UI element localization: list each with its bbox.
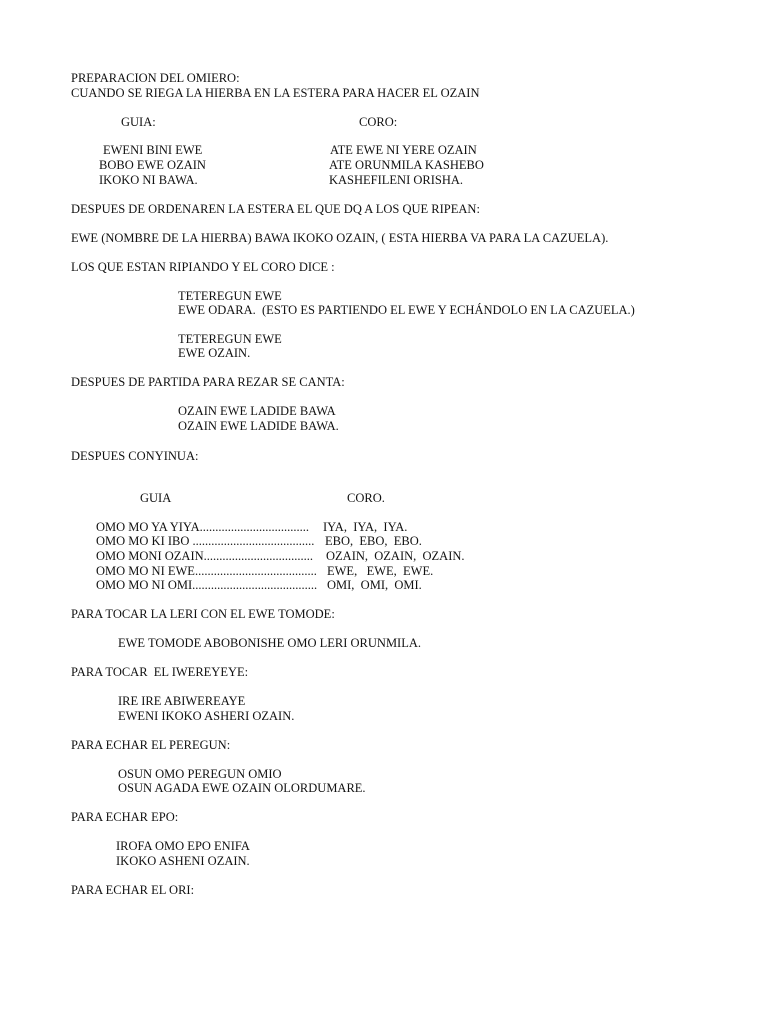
coro-header: CORO:	[359, 115, 398, 129]
chant-line: OSUN OMO PEREGUN OMIO	[118, 767, 282, 781]
chant-line: TETEREGUN EWE	[178, 332, 282, 346]
paragraph: DESPUES DE ORDENAREN LA ESTERA EL QUE DQ A LOS QUE RIPEAN:	[71, 202, 480, 216]
coro-header: CORO.	[347, 491, 385, 505]
chant-line: OSUN AGADA EWE OZAIN OLORDUMARE.	[118, 781, 366, 795]
chant-line: TETEREGUN EWE	[178, 289, 282, 303]
chant-line: OZAIN EWE LADIDE BAWA	[178, 404, 336, 418]
guia-line: EWENI BINI EWE	[103, 143, 203, 157]
paragraph: DESPUES DE PARTIDA PARA REZAR SE CANTA:	[71, 375, 345, 389]
paragraph: PARA ECHAR EL ORI:	[71, 883, 195, 897]
guia-header: GUIA	[140, 491, 172, 505]
response-line: OMI, OMI, OMI.	[327, 578, 422, 592]
chant-line: IRE IRE ABIWEREAYE	[118, 694, 246, 708]
response-line: OZAIN, OZAIN, OZAIN.	[326, 549, 465, 563]
paragraph: PARA ECHAR EL PEREGUN:	[71, 738, 231, 752]
chant-line: IROFA OMO EPO ENIFA	[116, 839, 250, 853]
response-line: IYA, IYA, IYA.	[323, 520, 408, 534]
response-line: EBO, EBO, EBO.	[325, 534, 422, 548]
response-line: EWE, EWE, EWE.	[327, 564, 434, 578]
coro-line: KASHEFILENI ORISHA.	[329, 173, 464, 187]
guia-line: IKOKO NI BAWA.	[99, 173, 198, 187]
paragraph: PARA TOCAR LA LERI CON EL EWE TOMODE:	[71, 607, 335, 621]
chant-line: IKOKO ASHENI OZAIN.	[116, 854, 250, 868]
heading-cuando: CUANDO SE RIEGA LA HIERBA EN LA ESTERA PARA HACER EL OZAIN	[71, 86, 480, 100]
coro-line: ATE ORUNMILA KASHEBO	[329, 158, 484, 172]
paragraph: LOS QUE ESTAN RIPIANDO Y EL CORO DICE :	[71, 260, 335, 274]
guia-line: BOBO EWE OZAIN	[99, 158, 206, 172]
paragraph: PARA TOCAR EL IWEREYEYE:	[71, 665, 249, 679]
call-line: OMO MO NI OMI........................................	[96, 578, 318, 592]
paragraph: EWE (NOMBRE DE LA HIERBA) BAWA IKOKO OZAIN, ( ESTA HIERBA VA PARA LA CAZUELA).	[71, 231, 609, 245]
chant-line: EWENI IKOKO ASHERI OZAIN.	[118, 709, 295, 723]
call-line: OMO MO NI EWE.......................................	[96, 564, 317, 578]
chant-line: EWE ODARA. (ESTO ES PARTIENDO EL EWE Y ECHÁNDOLO EN LA CAZUELA.)	[178, 303, 635, 317]
heading-preparacion: PREPARACION DEL OMIERO:	[71, 71, 240, 85]
chant-line: EWE OZAIN.	[178, 346, 251, 360]
coro-line: ATE EWE NI YERE OZAIN	[330, 143, 477, 157]
paragraph: DESPUES CONYINUA:	[71, 449, 199, 463]
call-line: OMO MO YA YIYA...................................	[96, 520, 309, 534]
call-line: OMO MONI OZAIN...................................	[96, 549, 314, 563]
chant-line: OZAIN EWE LADIDE BAWA.	[178, 419, 339, 433]
call-line: OMO MO KI IBO .......................................	[96, 534, 315, 548]
chant-line: EWE TOMODE ABOBONISHE OMO LERI ORUNMILA.	[118, 636, 422, 650]
guia-header: GUIA:	[121, 115, 156, 129]
paragraph: PARA ECHAR EPO:	[71, 810, 179, 824]
